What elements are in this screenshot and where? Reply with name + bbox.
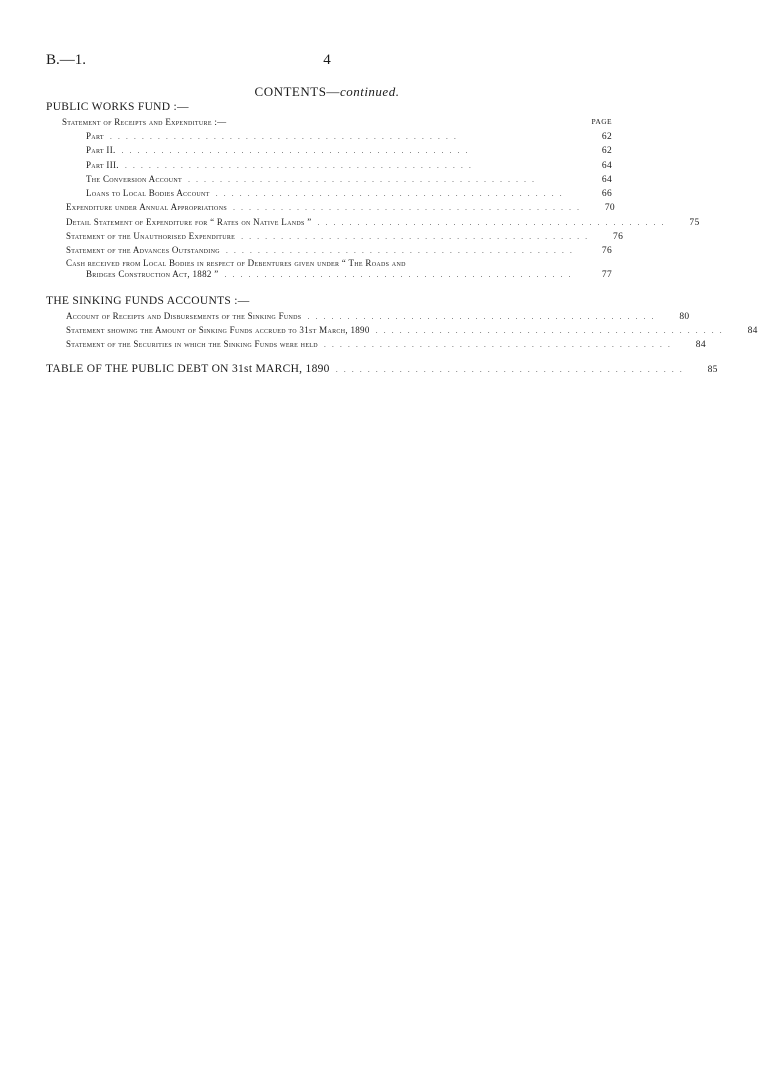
entry-label: Part III. [86,159,119,170]
entry-page: 64 [601,160,612,171]
dot-leader: . . . . . . . . . . . . . . . . . . . . . . . . . . . . . . . . . . . . . . . . . . . . [375,325,724,335]
dot-leader: . . . . . . . . . . . . . . . . . . . . . . . . . . . . . . . . . . . . . . . . . . . . [225,246,574,256]
toc-entry-annual-appropriations [46,200,615,214]
dot-leader: . . . . . . . . . . . . . . . . . . . . . . . . . . . . . . . . . . . . . . . . . . . . [232,203,581,213]
toc-entry-conversion-account [46,172,612,186]
toc-entry-sinking-accrued [46,323,758,337]
entry-page: 70 [604,203,615,214]
entry-label: Part [86,131,104,141]
entry-label: Loans to Local Bodies Account [86,188,210,199]
entry-label: TABLE OF THE PUBLIC DEBT ON 31st MARCH, 1890 [46,362,330,375]
entry-label: Statement of the Securities in which the Sinking Funds were held [66,339,318,350]
page-column-heading: PAGE [591,117,612,126]
toc-entry-cash-received [46,258,612,282]
toc-entry-part-i [46,129,612,143]
dot-leader: . . . . . . . . . . . . . . . . . . . . . . . . . . . . . . . . . . . . . . . . . . . . [323,340,672,350]
dot-leader: . . . . . . . . . . . . . . . . . . . . . . . . . . . . . . . . . . . . . . . . . . . . [109,132,458,141]
entry-page: 80 [679,311,690,322]
dot-leader: . . . . . . . . . . . . . . . . . . . . . . . . . . . . . . . . . . . . . . . . . . . . [335,364,684,374]
doc-ref: B.—1. [46,52,87,68]
entry-page: 75 [689,217,700,228]
dot-leader: . . . . . . . . . . . . . . . . . . . . . . . . . . . . . . . . . . . . . . . . . . . . [187,174,536,184]
entry-page: 84 [695,340,706,351]
entry-label: Statement showing the Amount of Sinking Funds accrued to 31st March, 1890 [66,324,370,335]
entry-label: Account of Receipts and Disbursements of the Sinking Funds [66,310,302,321]
entry-page: 77 [601,270,612,281]
entry-label: Detail Statement of Expenditure for “ Rates on Native Lands ” [66,216,312,227]
entry-label: The Conversion Account [86,173,182,184]
dot-leader: . . . . . . . . . . . . . . . . . . . . . . . . . . . . . . . . . . . . . . . . . . . . [224,270,573,280]
dot-leader: . . . . . . . . . . . . . . . . . . . . . . . . . . . . . . . . . . . . . . . . . . . . [307,311,656,321]
entry-page: 66 [601,189,612,200]
entry-line2 [66,269,612,282]
entry-page: 76 [613,232,624,243]
statement-receipts-heading [46,115,612,129]
entry-page: 62 [601,146,612,157]
dot-leader: . . . . . . . . . . . . . . . . . . . . . . . . . . . . . . . . . . . . . . . . . . . . [241,232,590,242]
entry-label: Part II. [86,145,116,156]
dot-leader: . . . . . . . . . . . . . . . . . . . . . . . . . . . . . . . . . . . . . . . . . . . . [215,189,564,199]
toc-entry-advances-outstanding [46,243,612,257]
statement-receipts-label: Statement of Receipts and Expenditure :— [62,117,227,127]
dot-leader: . . . . . . . . . . . . . . . . . . . . . . . . . . . . . . . . . . . . . . . . . . . . [124,160,473,170]
dot-leader: . . . . . . . . . . . . . . . . . . . . . . . . . . . . . . . . . . . . . . . . . . . . [121,146,470,156]
entry-page: 76 [601,246,612,257]
entry-page: 62 [601,132,612,142]
toc-entry-sinking-securities [46,337,706,351]
contents-heading-main: CONTENTS— [254,84,340,99]
entry-page: 85 [707,364,718,375]
toc-entry-unauthorised-expenditure [46,229,624,243]
toc-entry-public-debt [46,361,718,377]
toc-entry-part-iii [46,158,612,172]
page-number: 4 [323,52,331,68]
dot-leader: . . . . . . . . . . . . . . . . . . . . . . . . . . . . . . . . . . . . . . . . . . . . [317,217,666,227]
table-of-contents [46,100,758,377]
entry-label: Expenditure under Annual Appropriations [66,202,227,213]
entry-label: Statement of the Advances Outstanding [66,245,220,256]
toc-entry-sinking-receipts [46,309,690,323]
contents-heading [0,84,654,100]
entry-page: 64 [601,174,612,185]
contents-heading-continued: continued. [339,84,400,99]
entry-label-line1: Cash received from Local Bodies in respect of Debentures given under “ The Roads and [66,257,406,268]
toc-entry-native-lands [46,215,700,229]
section-public-works-title: PUBLIC WORKS FUND :— [46,101,189,113]
entry-page: 84 [747,325,758,336]
entry-label-line2: Bridges Construction Act, 1882 ” [86,269,219,280]
entry-label: Statement of the Unauthorised Expenditure [66,231,236,242]
toc-entry-part-ii [46,143,612,157]
section-sinking-funds-title: THE SINKING FUNDS ACCOUNTS :— [46,294,250,307]
toc-entry-loans-local-bodies [46,186,612,200]
